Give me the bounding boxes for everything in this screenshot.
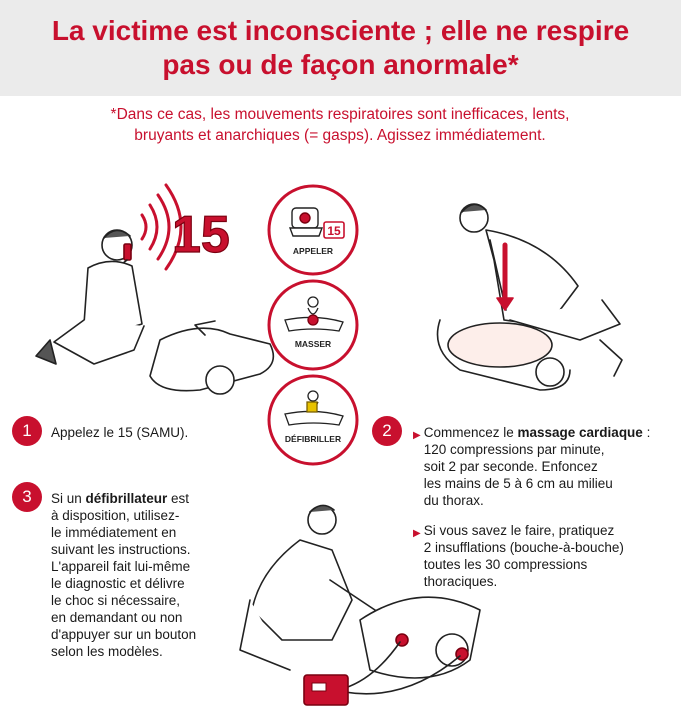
cpr-illustration [438,204,623,390]
footnote: *Dans ce cas, les mouvements respiratoires sont inefficaces, lents, bruyants et anarchiques (= gasps). Agissez immédiatement. [110,106,570,144]
page-title: La victime est inconsciente ; elle ne respire pas ou de façon anormale* [51,15,630,80]
triangle-bullet-icon: ▶ [413,528,421,539]
appeler-label: APPELER [292,246,334,256]
caller-illustration [36,185,273,394]
appeler-icon-circle [269,186,357,274]
masser-label: MASSER [294,339,332,349]
step-1-text: Appelez le 15 (SAMU). [51,425,189,440]
step-1-badge: 1 [12,416,42,446]
masser-icon-circle [269,281,357,369]
step-3-text: Si un défibrillateur est à disposition, utilisez- le immédiatement en suivant les instructions. L'appareil fait lui-même le diagnostic et délivre le choc si nécessaire, en demandant ou non d'appuyer sur un bouton selon les modèles. [51,491,197,659]
step-3-badge: 3 [12,482,42,512]
phone-icon [290,208,322,236]
triangle-bullet-icon: ▶ [413,430,421,441]
big-15-label: 15 [172,206,230,264]
defibriller-label: DÉFIBRILLER [284,434,342,444]
mini-15-text: 15 [327,224,341,238]
defibriller-icon-circle [269,376,357,464]
step-2-badge: 2 [372,416,402,446]
step-2-bullet-2: ▶ Si vous savez le faire, pratiquez 2 insufflations (bouche-à-bouche) toutes les 30 compressions thoraciques. [413,523,624,589]
center-icon-column [269,186,357,464]
step-2-bullet-1: ▶ Commencez le massage cardiaque : 120 compressions par minute, soit 2 par seconde. Enfoncez les mains de 5 à 6 cm au milieu du thorax. [413,425,651,508]
